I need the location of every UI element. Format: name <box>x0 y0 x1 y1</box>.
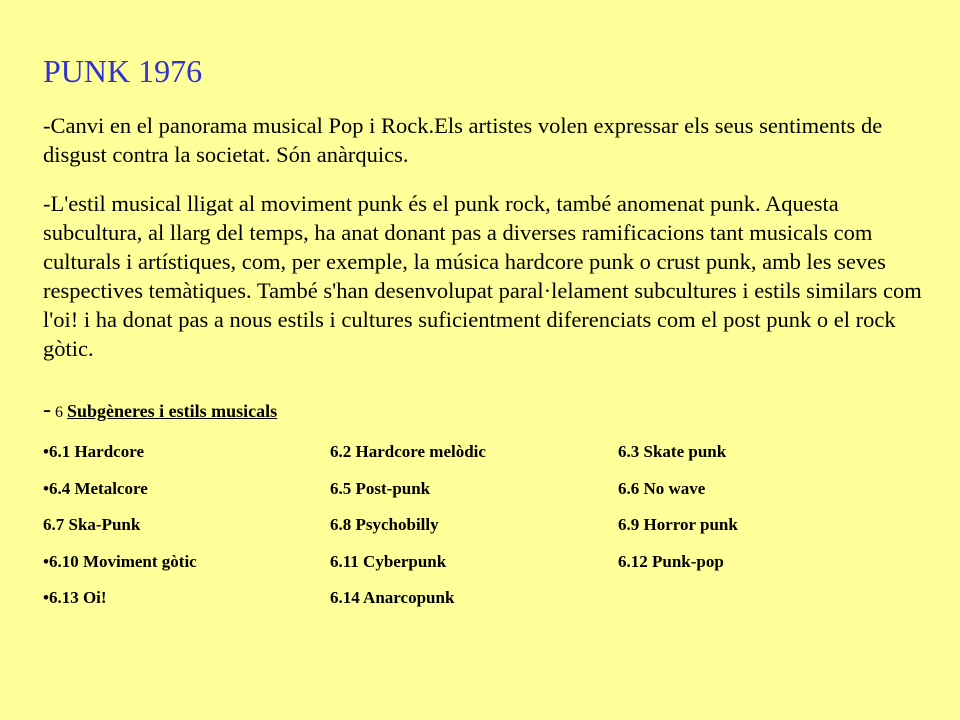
subgenre-row <box>43 440 933 477</box>
subgenre-item: 6.5 Post-punk <box>330 478 431 498</box>
subgenre-item: •6.10 Moviment gòtic <box>43 551 197 571</box>
subgenre-row <box>43 586 933 623</box>
subgenre-item: 6.2 Hardcore melòdic <box>330 442 486 461</box>
subheading-number: 6 <box>51 404 67 421</box>
subgenre-item: 6.3 Skate punk <box>618 442 727 461</box>
paragraph-intro: -Canvi en el panorama musical Pop i Rock.Els artistes volen expressar els seus sentiments de disgust contra la societat. Són anàrquics. <box>43 113 883 167</box>
subgenre-item: •6.4 Metalcore <box>43 478 148 498</box>
subgenre-row <box>43 550 933 587</box>
subgenre-item: 6.12 Punk-pop <box>618 551 724 571</box>
subgenre-item: 6.6 No wave <box>618 478 706 498</box>
subgenre-item: 6.9 Horror punk <box>618 515 738 534</box>
paragraph-punk-rock: -L'estil musical lligat al moviment punk és el punk rock, també anomenat punk. Aquesta subcultura, al llarg del temps, ha anat donant pas a diverses ramificacions tant musicals com culturals i artístiques, com, per exemple, la música hardcore punk o crust punk, amb les seves respectives temàtiques. També s'han desenvolupat paral·lelament subcultures i estils similars com l'oi! i ha donat pas a nous estils i cultures suficientment diferenciats com el post punk o el rock gòtic. <box>43 191 922 361</box>
subgenre-item: •6.13 Oi! <box>43 588 107 607</box>
subgenre-item: 6.11 Cyberpunk <box>330 551 447 571</box>
subheading-dash: - <box>43 397 51 423</box>
subgenre-item: 6.14 Anarcopunk <box>330 588 455 607</box>
subgenres-grid <box>43 440 933 623</box>
subheading-text: Subgèneres i estils musicals <box>67 401 278 421</box>
slide-title: PUNK 1976 <box>43 53 203 89</box>
subgenre-row <box>43 477 933 514</box>
subgenre-item: 6.8 Psychobilly <box>330 515 439 534</box>
subgenre-row <box>43 513 933 550</box>
subgenre-item: 6.7 Ska-Punk <box>43 515 141 534</box>
subgenres-heading <box>43 395 277 428</box>
subgenre-item: •6.1 Hardcore <box>43 442 145 461</box>
